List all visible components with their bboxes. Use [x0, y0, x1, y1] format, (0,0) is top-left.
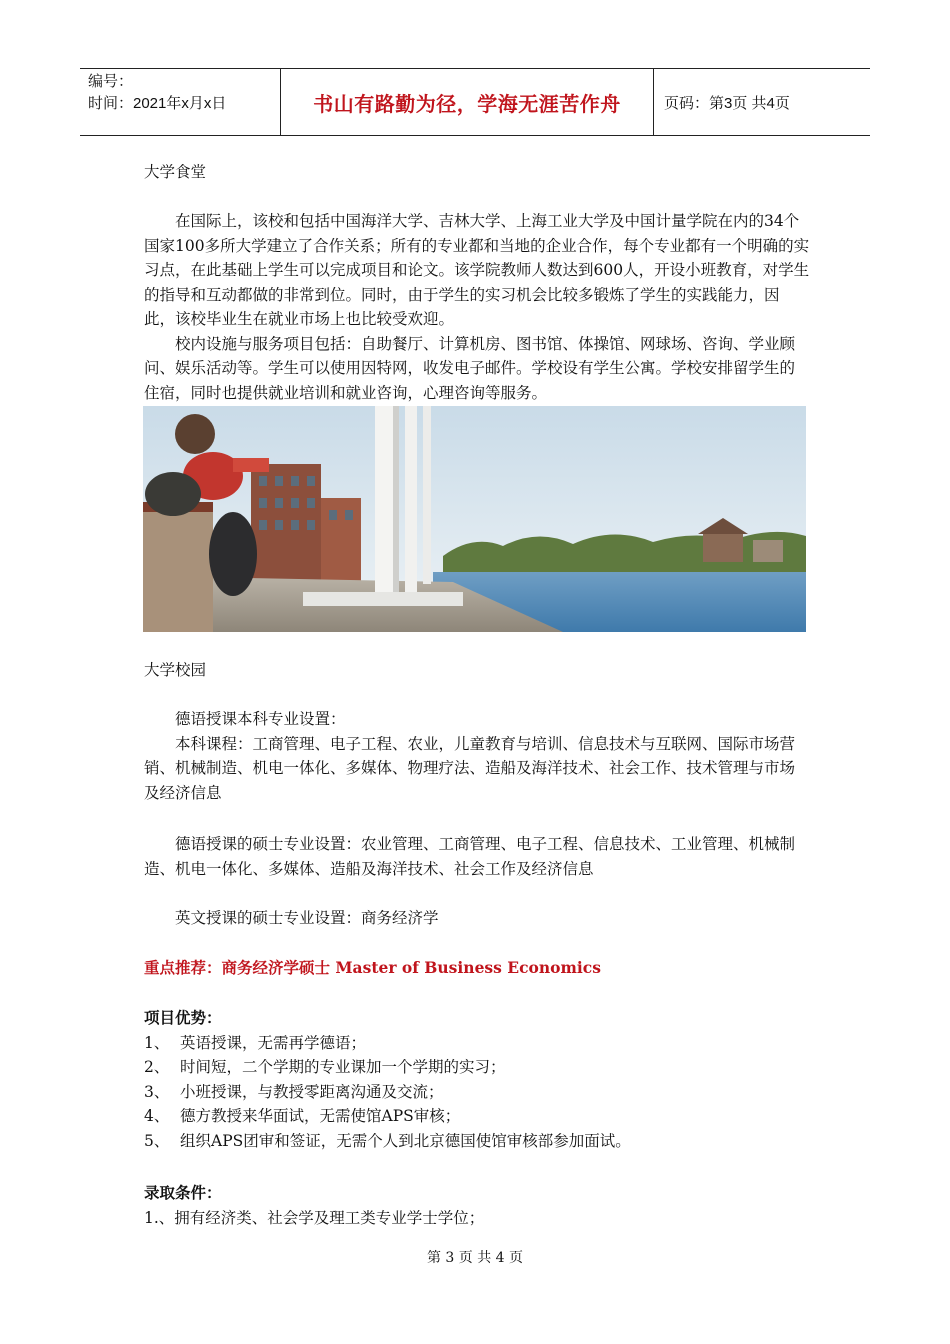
advantage-number: 5、 [144, 1131, 170, 1150]
advantage-number: 1、 [144, 1033, 170, 1052]
advantage-item [144, 1080, 810, 1105]
header-motto: 书山有路勤为径，学海无涯苦作舟 [313, 91, 621, 116]
admission-item-1: 1.、拥有经济类、社会学及理工类专业学士学位； [144, 1208, 485, 1227]
bachelor-courses: 本科课程：工商管理、电子工程、农业，儿童教育与培训、信息技术与互联网、国际市场营销、机械制造、机电一体化、多媒体、物理疗法、造船及海洋技术、社会工作、技术管理与市场及经济信息 [144, 734, 796, 802]
advantages-title: 项目优势： [144, 1008, 222, 1027]
advantage-item [144, 1055, 810, 1080]
admission-section [144, 1181, 810, 1230]
master-english-section [144, 906, 810, 931]
header-page-cell [654, 69, 870, 135]
master-german: 德语授课的硕士专业设置：农业管理、工商管理、电子工程、信息技术、工业管理、机械制造、机电一体化、多媒体、造船及海洋技术、社会工作及经济信息 [144, 835, 796, 878]
caption-campus: 大学校园 [144, 661, 207, 679]
intro-paragraph-2: 校内设施与服务项目包括：自助餐厅、计算机房、图书馆、体操馆、网球场、咨询、学业顾问、娱乐活动等。学生可以使用因特网，收发电子邮件。学校设有学生公寓。学校安排留学生的住宿，同时也提供就业培训和就业咨询，心理咨询等服务。 [144, 334, 796, 402]
advantage-text: 时间短，二个学期的专业课加一个学期的实习； [180, 1058, 506, 1076]
advantage-item [144, 1104, 810, 1129]
header-time: 时间：2021年x月x日 [88, 95, 227, 112]
advantage-item [144, 1031, 810, 1056]
advantage-text: 组织APS团审和签证，无需个人到北京德国使馆审核部参加面试。 [180, 1131, 631, 1150]
header-motto-cell [281, 69, 654, 135]
caption-campus-block [144, 658, 810, 683]
advantage-text: 英语授课，无需再学德语； [180, 1033, 367, 1052]
master-english: 英文授课的硕士专业设置：商务经济学 [175, 909, 439, 927]
advantage-number: 4、 [144, 1107, 170, 1125]
page-header [80, 68, 870, 136]
caption-canteen-block [144, 160, 810, 185]
campus-waterfront-photo [143, 406, 806, 632]
header-meta [80, 69, 281, 135]
header-page-number: 页码：第3页 共4页 [664, 94, 790, 112]
admission-title: 录取条件： [144, 1183, 222, 1202]
bachelor-section [144, 707, 810, 805]
bachelor-title: 德语授课本科专业设置： [175, 710, 346, 728]
advantage-text: 小班授课，与教授零距离沟通及交流； [180, 1082, 444, 1101]
advantages-section [144, 1006, 810, 1153]
highlight-section [144, 956, 810, 981]
advantage-text: 德方教授来华面试，无需使馆APS审核； [180, 1107, 461, 1125]
intro-section [144, 209, 810, 405]
intro-paragraph-1: 在国际上，该校和包括中国海洋大学、吉林大学、上海工业大学及中国计量学院在内的34个国家100多所大学建立了合作关系；所有的专业都和当地的企业合作，每个专业都有一个明确的实习点，在此基础上学生可以完成项目和论文。该学院教师人数达到600人，开设小班教育，对学生的指导和互动都做的非常到位。同时，由于学生的实习机会比较多锻炼了学生的实践能力，因此，该校毕业生在就业市场上也比较受欢迎。 [144, 212, 810, 328]
caption-canteen: 大学食堂 [144, 163, 207, 181]
page-footer: 第 3 页 共 4 页 [426, 1250, 524, 1266]
master-german-section [144, 832, 810, 881]
advantage-number: 2、 [144, 1058, 170, 1076]
advantage-item [144, 1129, 810, 1154]
header-number: 编号： [88, 73, 134, 90]
advantage-number: 3、 [144, 1082, 170, 1101]
highlight-title: 重点推荐：商务经济学硕士 Master of Business Economics [144, 958, 601, 977]
